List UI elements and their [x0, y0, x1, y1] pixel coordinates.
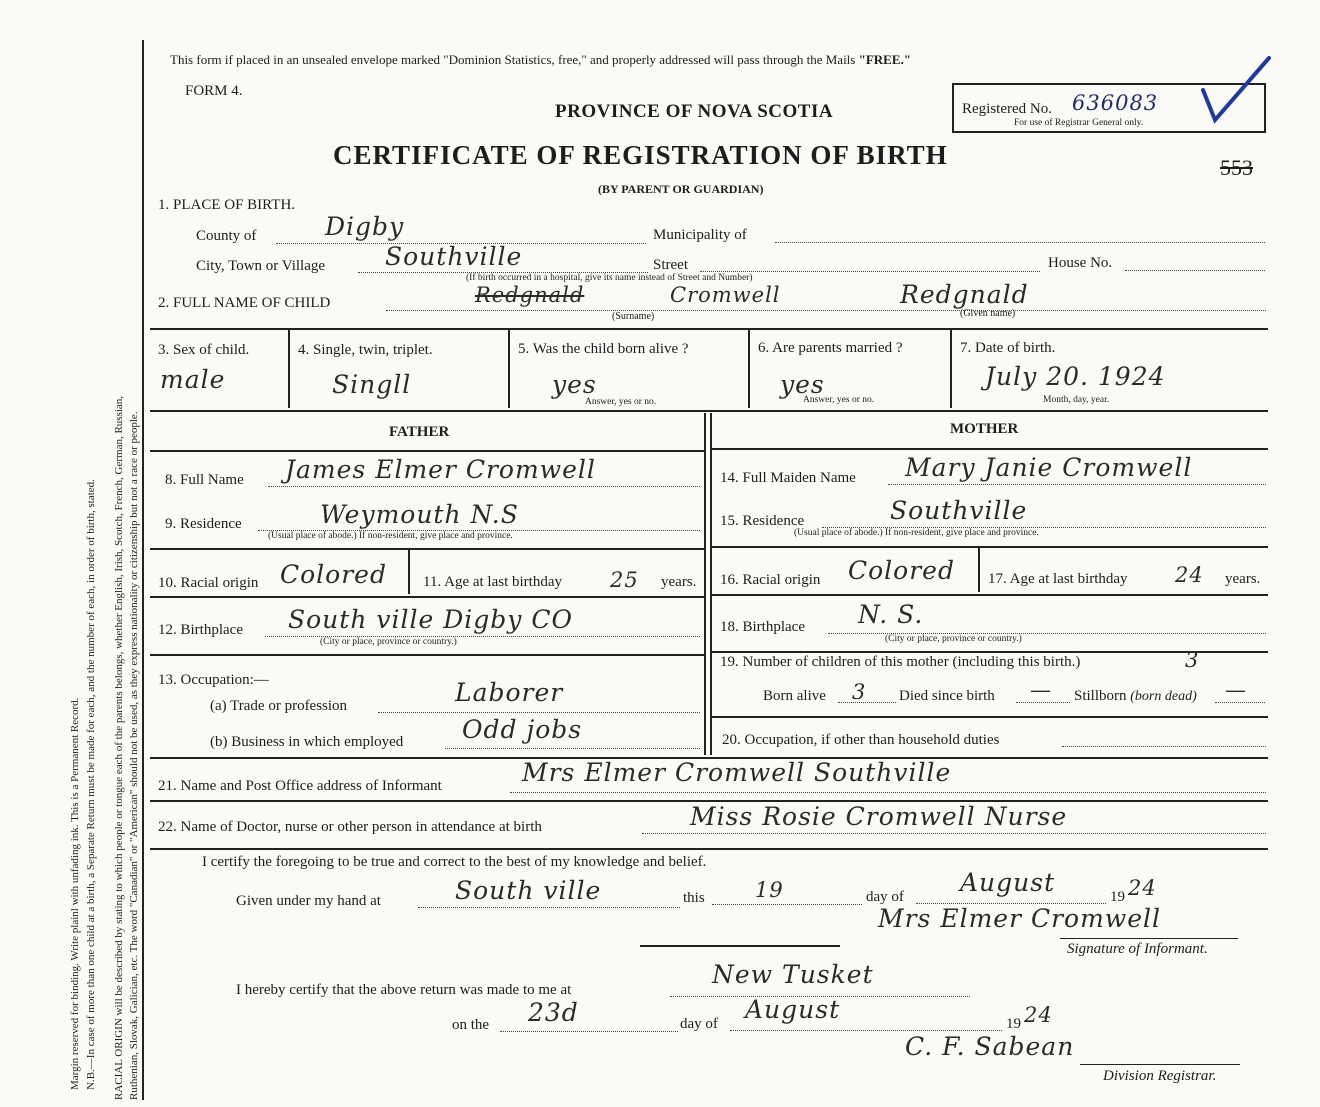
child-surname-value: Cromwell — [670, 283, 781, 307]
this-label: this — [683, 890, 705, 906]
registrar-signature: C. F. Sabean — [905, 1032, 1075, 1061]
registrar-place-value: New Tusket — [712, 960, 874, 989]
certify-month-value: August — [960, 868, 1056, 897]
child-name-label: 2. FULL NAME OF CHILD — [158, 295, 331, 311]
mother-residence-label: 15. Residence — [720, 513, 805, 529]
mail-note-text: This form if placed in an unsealed envelope marked "Dominion Statistics, free," and properly addressed will pass through the Mails — [170, 52, 856, 67]
registered-label: Registered No. — [962, 101, 1052, 117]
born-alive-count-label: Born alive — [763, 688, 826, 704]
father-occupation-label: 13. Occupation:— — [158, 672, 269, 688]
checkmark-icon — [1195, 52, 1275, 127]
certify-day-value: 19 — [755, 878, 784, 902]
sex-label: 3. Sex of child. — [158, 342, 250, 358]
father-trade-value: Laborer — [455, 678, 564, 707]
stillborn-value: — — [1225, 678, 1247, 702]
father-residence-label: 9. Residence — [165, 516, 242, 532]
sex-value: male — [160, 365, 226, 394]
on-the-label: on the — [452, 1017, 490, 1033]
died-since-birth-label: Died since birth — [899, 688, 995, 704]
father-business-value: Odd jobs — [462, 715, 583, 744]
county-value: Digby — [325, 212, 405, 241]
father-birthplace-value: South ville Digby CO — [288, 605, 573, 634]
page-subtitle: (BY PARENT OR GUARDIAN) — [598, 182, 764, 196]
mother-birthplace-label: 18. Birthplace — [720, 619, 805, 635]
stillborn-label: Stillborn — [1074, 688, 1127, 704]
married-label: 6. Are parents married ? — [758, 340, 903, 356]
registrar-year-prefix: 19 — [1006, 1016, 1021, 1032]
certify-dayof-label: day of — [866, 889, 904, 905]
registrar-day-value: 23d — [528, 998, 579, 1027]
registrar-year-value: 24 — [1024, 1003, 1053, 1027]
birth-date-label: 7. Date of birth. — [960, 340, 1056, 356]
side-number: 553 — [1220, 155, 1253, 180]
informant-value: Mrs Elmer Cromwell Southville — [522, 758, 952, 787]
father-age-unit: years. — [661, 574, 697, 590]
plurality-value: Singll — [332, 370, 412, 399]
mail-note — [170, 52, 911, 68]
city-label: City, Town or Village — [196, 258, 326, 274]
city-value: Southville — [385, 242, 523, 271]
mother-children-label: 19. Number of children of this mother (including this birth.) — [720, 654, 1081, 670]
birth-date-note: Month, day, year. — [1043, 395, 1110, 405]
doctor-value: Miss Rosie Cromwell Nurse — [690, 802, 1068, 831]
father-residence-note: (Usual place of abode.) If non-resident, give place and province. — [268, 531, 513, 541]
father-residence-value: Weymouth N.S — [320, 500, 519, 529]
given-place-value: South ville — [455, 876, 602, 905]
father-age-value: 25 — [610, 568, 639, 592]
stillborn-note: (born dead) — [1130, 689, 1197, 704]
margin-rule — [142, 40, 144, 1100]
municipality-label: Municipality of — [653, 227, 747, 243]
page-title: CERTIFICATE OF REGISTRATION OF BIRTH — [333, 140, 948, 170]
informant-label: 21. Name and Post Office address of Informant — [158, 778, 442, 794]
father-trade-label: (a) Trade or profession — [210, 698, 348, 714]
born-alive-value: yes — [552, 370, 597, 399]
mother-heading: MOTHER — [950, 421, 1019, 437]
father-heading: FATHER — [389, 424, 450, 440]
mother-name-label: 14. Full Maiden Name — [720, 470, 856, 486]
informant-signature: Mrs Elmer Cromwell — [878, 904, 1161, 933]
child-surname-struck: Redgnald — [475, 283, 585, 307]
mother-residence-value: Southville — [890, 496, 1028, 525]
mother-birthplace-note: (City or place, province or country.) — [885, 634, 1022, 644]
house-no-label: House No. — [1048, 255, 1113, 271]
informant-signature-caption: Signature of Informant. — [1067, 941, 1208, 957]
plurality-label: 4. Single, twin, triplet. — [298, 342, 433, 358]
father-birthplace-label: 12. Birthplace — [158, 622, 243, 638]
registrar-dayof-label: day of — [680, 1016, 718, 1032]
married-value: yes — [780, 370, 825, 399]
born-alive-note: Answer, yes or no. — [585, 397, 657, 407]
father-name-label: 8. Full Name — [165, 472, 244, 488]
mail-free: "FREE." — [858, 52, 911, 67]
child-given-value: Redgnald — [900, 280, 1029, 309]
certify-year-value: 24 — [1128, 876, 1157, 900]
given-caption: (Given name) — [960, 308, 1016, 319]
margin-note-1: Margin reserved for binding. Write plainl with unfading ink. This is a Permanent Record. — [69, 697, 81, 1090]
surname-caption: (Surname) — [612, 311, 655, 322]
father-race-value: Colored — [280, 560, 387, 589]
died-since-birth-value: — — [1030, 678, 1052, 702]
margin-note-3: RACIAL ORIGIN will be described by stating to which people or tongue each of the parents belongs, whether English, Irish, Scotch, French, German, Russian, — [113, 395, 125, 1100]
given-under-label: Given under my hand at — [236, 893, 381, 909]
county-label: County of — [196, 228, 257, 244]
place-of-birth-label: 1. PLACE OF BIRTH. — [158, 197, 296, 213]
registered-note: For use of Registrar General only. — [1014, 118, 1144, 128]
certify-year-prefix: 19 — [1110, 889, 1125, 905]
registrar-statement: I hereby certify that the above return was made to me at — [236, 982, 572, 998]
mother-birthplace-value: N. S. — [858, 600, 924, 629]
father-business-label: (b) Business in which employed — [210, 734, 404, 750]
margin-note-4: Ruthenian, Slovak, Galician, etc. The word "Canadian" or "American" should not be used, as they express nationality or citizenship but not a race or people. — [128, 411, 140, 1100]
form-number: FORM 4. — [185, 83, 243, 99]
mother-occupation-label: 20. Occupation, if other than household duties — [722, 732, 1000, 748]
mother-children-value: 3 — [1185, 648, 1200, 672]
father-name-value: James Elmer Cromwell — [285, 455, 596, 484]
father-race-label: 10. Racial origin — [158, 575, 259, 591]
registrar-month-value: August — [745, 995, 841, 1024]
mother-age-value: 24 — [1175, 563, 1204, 587]
married-note: Answer, yes or no. — [803, 395, 875, 405]
mother-age-unit: years. — [1225, 571, 1261, 587]
mother-race-value: Colored — [848, 556, 955, 585]
doctor-label: 22. Name of Doctor, nurse or other person in attendance at birth — [158, 819, 542, 835]
mother-name-value: Mary Janie Cromwell — [905, 453, 1193, 482]
birth-date-value: July 20. 1924 — [985, 362, 1166, 391]
street-label: Street — [653, 257, 688, 273]
registered-number: 636083 — [1072, 91, 1159, 115]
mother-race-label: 16. Racial origin — [720, 572, 821, 588]
registrar-caption: Division Registrar. — [1103, 1068, 1217, 1084]
father-birthplace-note: (City or place, province or country.) — [320, 637, 457, 647]
province-heading: PROVINCE OF NOVA SCOTIA — [555, 101, 834, 122]
mother-age-label: 17. Age at last birthday — [988, 571, 1128, 587]
margin-note-2: N.B.—In case of more than one child at a birth, a Separate Return must be made for each, and the number of each, in order of birth, stated. — [85, 479, 97, 1090]
mother-residence-note: (Usual place of abode.) If non-resident, give place and province. — [794, 528, 1039, 538]
born-alive-count-value: 3 — [852, 680, 867, 704]
born-alive-label: 5. Was the child born alive ? — [518, 341, 689, 357]
father-age-label: 11. Age at last birthday — [423, 574, 562, 590]
certify-statement: I certify the foregoing to be true and correct to the best of my knowledge and belief. — [202, 854, 707, 870]
hospital-note: (If birth occurred in a hospital, give its name instead of Street and Number) — [466, 273, 753, 283]
